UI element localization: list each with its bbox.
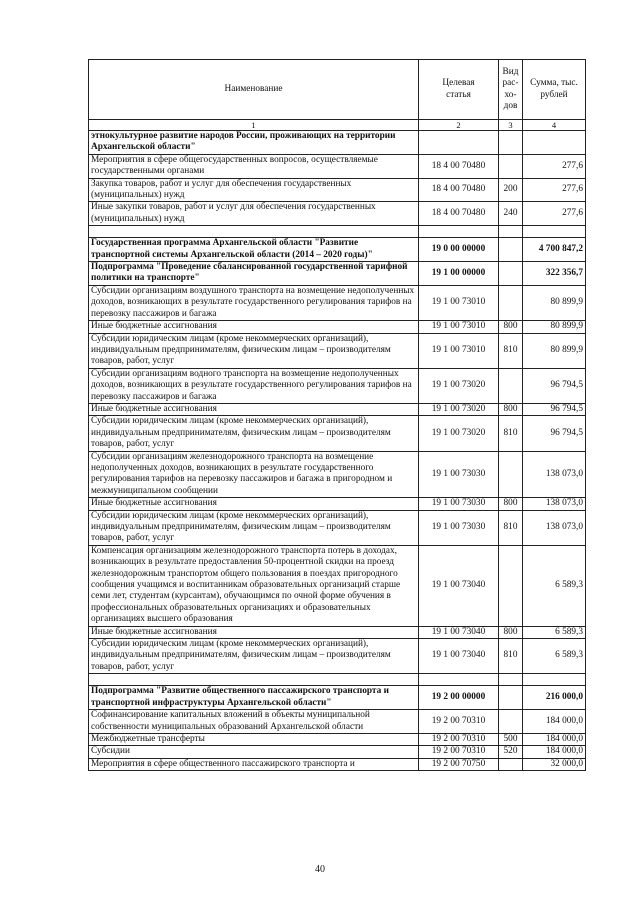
budget-table-sheet [88, 59, 585, 771]
header-sum: Сумма, тыс. рублей [523, 60, 586, 120]
row-expense-type: 810 [499, 416, 523, 451]
row-target-code: 19 2 00 70310 [419, 733, 499, 745]
row-name: Подпрограмма "Проведение сбалансированной государственной тарифной политики на транспорте" [89, 262, 419, 286]
row-expense-type [499, 285, 523, 320]
table-row [89, 510, 586, 545]
row-name: Государственная программа Архангельской области "Развитие транспортной системы Архангельской области (2014 – 2020 годы)" [89, 238, 419, 262]
table-row [89, 710, 586, 734]
row-amount: 184 000,0 [523, 746, 586, 758]
row-target-code [419, 131, 499, 155]
column-number-row [89, 120, 586, 131]
spacer-cell [419, 674, 499, 686]
row-target-code: 19 1 00 73010 [419, 333, 499, 368]
row-amount: 277,6 [523, 154, 586, 178]
row-amount: 216 000,0 [523, 686, 586, 710]
table-row [89, 416, 586, 451]
row-expense-type: 200 [499, 178, 523, 202]
row-amount: 6 589,3 [523, 639, 586, 674]
table-row [89, 733, 586, 745]
row-expense-type [499, 238, 523, 262]
spacer-cell [499, 674, 523, 686]
program-row [89, 131, 586, 155]
row-target-code: 19 1 00 73020 [419, 368, 499, 403]
spacer-row [89, 226, 586, 238]
row-name: Субсидии организациям воздушного транспорта на возмещение недополученных доходов, возникающих в результате государственного регулирования тарифов на перевозку пассажиров и багажа [89, 285, 419, 320]
row-name: Субсидии организациям железнодорожного транспорта на возмещение недополученных доходов, возникающих в результате государственного регулирования тарифов на перевозку пассажиров и багажа в пригородном и межмуниципальном сообщении [89, 451, 419, 498]
row-amount: 322 356,7 [523, 262, 586, 286]
table-row [89, 368, 586, 403]
row-expense-type: 810 [499, 639, 523, 674]
row-amount [523, 131, 586, 155]
row-expense-type [499, 368, 523, 403]
row-amount: 96 794,5 [523, 368, 586, 403]
row-amount: 138 073,0 [523, 510, 586, 545]
row-target-code: 18 4 00 70480 [419, 154, 499, 178]
header-name: Наименование [89, 60, 419, 120]
row-name: Межбюджетные трансферты [89, 733, 419, 745]
row-target-code: 18 4 00 70480 [419, 202, 499, 226]
table-row [89, 545, 586, 626]
row-name: Иные бюджетные ассигнования [89, 626, 419, 638]
program-row [89, 238, 586, 262]
page-number: 40 [315, 864, 325, 875]
row-amount: 277,6 [523, 202, 586, 226]
row-amount: 96 794,5 [523, 403, 586, 415]
row-name: Закупка товаров, работ и услуг для обеспечения государственных (муниципальных) нужд [89, 178, 419, 202]
row-name: Иные бюджетные ассигнования [89, 498, 419, 510]
row-expense-type: 520 [499, 746, 523, 758]
spacer-cell [89, 674, 419, 686]
row-expense-type [499, 154, 523, 178]
row-name: Субсидии юридическим лицам (кроме некоммерческих организаций), индивидуальным предпринимателям, физическим лицам – производителям товаров, работ, услуг [89, 416, 419, 451]
table-row [89, 202, 586, 226]
row-name: Мероприятия в сфере общегосударственных вопросов, осуществляемые государственными органами [89, 154, 419, 178]
spacer-cell [419, 226, 499, 238]
row-amount: 96 794,5 [523, 416, 586, 451]
row-amount: 277,6 [523, 178, 586, 202]
table-header-row [89, 60, 586, 120]
row-target-code: 19 1 00 73030 [419, 451, 499, 498]
row-amount: 4 700 847,2 [523, 238, 586, 262]
row-expense-type [499, 262, 523, 286]
row-name: Субсидии [89, 746, 419, 758]
column-number: 1 [89, 120, 419, 131]
row-name: Компенсация организациям железнодорожного транспорта потерь в доходах, возникающих в результате предоставления 50-процентной скидки на проезд железнодорожным транспортом общего пользования в поездах пригородного сообщения учащимся и воспитанникам образовательных организаций старше семи лет, студентам (курсантам), обучающимся по очной форме обучения в профессиональных образовательных организациях и образовательных организациях высшего образования [89, 545, 419, 626]
row-target-code: 19 1 00 73040 [419, 545, 499, 626]
budget-table [88, 59, 586, 771]
row-name: Субсидии юридическим лицам (кроме некоммерческих организаций), индивидуальным предпринимателям, физическим лицам – производителям товаров, работ, услуг [89, 333, 419, 368]
spacer-cell [499, 226, 523, 238]
header-code: Целевая статья [419, 60, 499, 120]
row-expense-type [499, 710, 523, 734]
row-name: Софинансирование капитальных вложений в объекты муниципальной собственности муниципальных образований Архангельской области [89, 710, 419, 734]
table-row [89, 451, 586, 498]
row-amount: 184 000,0 [523, 733, 586, 745]
spacer-cell [523, 674, 586, 686]
table-row [89, 498, 586, 510]
table-row [89, 626, 586, 638]
row-target-code: 18 4 00 70480 [419, 178, 499, 202]
column-number: 3 [499, 120, 523, 131]
row-expense-type: 800 [499, 498, 523, 510]
table-row [89, 403, 586, 415]
table-row [89, 285, 586, 320]
spacer-cell [523, 226, 586, 238]
row-expense-type [499, 451, 523, 498]
row-name: Субсидии юридическим лицам (кроме некоммерческих организаций), индивидуальным предпринимателям, физическим лицам – производителям товаров, работ, услуг [89, 510, 419, 545]
row-name: Подпрограмма "Развитие общественного пассажирского транспорта и транспортной инфраструктуры Архангельской области" [89, 686, 419, 710]
row-expense-type: 500 [499, 733, 523, 745]
row-name: Мероприятия в сфере общественного пассажирского транспорта и [89, 758, 419, 770]
row-expense-type [499, 686, 523, 710]
table-row [89, 321, 586, 333]
row-expense-type: 800 [499, 403, 523, 415]
table-row [89, 639, 586, 674]
row-amount: 80 899,9 [523, 333, 586, 368]
row-target-code: 19 2 00 70310 [419, 746, 499, 758]
row-target-code: 19 0 00 00000 [419, 238, 499, 262]
program-row [89, 686, 586, 710]
table-row [89, 178, 586, 202]
row-expense-type [499, 758, 523, 770]
spacer-row [89, 674, 586, 686]
program-row [89, 262, 586, 286]
row-name: Субсидии юридическим лицам (кроме некоммерческих организаций), индивидуальным предпринимателям, физическим лицам – производителям товаров, работ, услуг [89, 639, 419, 674]
row-expense-type: 810 [499, 333, 523, 368]
row-target-code: 19 1 00 73010 [419, 321, 499, 333]
row-target-code: 19 2 00 70310 [419, 710, 499, 734]
row-name: Субсидии организациям водного транспорта на возмещение недополученных доходов, возникающих в результате государственного регулирования тарифов на перевозку пассажиров и багажа [89, 368, 419, 403]
row-name: Иные бюджетные ассигнования [89, 321, 419, 333]
row-expense-type [499, 545, 523, 626]
row-expense-type: 240 [499, 202, 523, 226]
row-target-code: 19 1 00 73010 [419, 285, 499, 320]
header-type: Вид рас-хо-дов [499, 60, 523, 120]
table-row [89, 333, 586, 368]
row-target-code: 19 1 00 73040 [419, 626, 499, 638]
row-expense-type [499, 131, 523, 155]
table-row [89, 154, 586, 178]
row-amount: 80 899,9 [523, 321, 586, 333]
row-amount: 32 000,0 [523, 758, 586, 770]
row-expense-type: 800 [499, 321, 523, 333]
column-number: 4 [523, 120, 586, 131]
row-target-code: 19 1 00 73030 [419, 510, 499, 545]
row-amount: 138 073,0 [523, 451, 586, 498]
row-amount: 6 589,3 [523, 626, 586, 638]
row-target-code: 19 2 00 00000 [419, 686, 499, 710]
table-row [89, 758, 586, 770]
row-expense-type: 800 [499, 626, 523, 638]
row-target-code: 19 1 00 00000 [419, 262, 499, 286]
row-target-code: 19 1 00 73020 [419, 416, 499, 451]
row-amount: 138 073,0 [523, 498, 586, 510]
table-row [89, 746, 586, 758]
row-target-code: 19 1 00 73020 [419, 403, 499, 415]
row-amount: 6 589,3 [523, 545, 586, 626]
row-expense-type: 810 [499, 510, 523, 545]
column-number: 2 [419, 120, 499, 131]
row-amount: 80 899,9 [523, 285, 586, 320]
row-name: Иные закупки товаров, работ и услуг для обеспечения государственных (муниципальных) нужд [89, 202, 419, 226]
spacer-cell [89, 226, 419, 238]
table-body [89, 131, 586, 771]
row-name: этнокультурное развитие народов России, проживающих на территории Архангельской области" [89, 131, 419, 155]
row-amount: 184 000,0 [523, 710, 586, 734]
row-target-code: 19 1 00 73040 [419, 639, 499, 674]
row-target-code: 19 2 00 70750 [419, 758, 499, 770]
row-target-code: 19 1 00 73030 [419, 498, 499, 510]
row-name: Иные бюджетные ассигнования [89, 403, 419, 415]
